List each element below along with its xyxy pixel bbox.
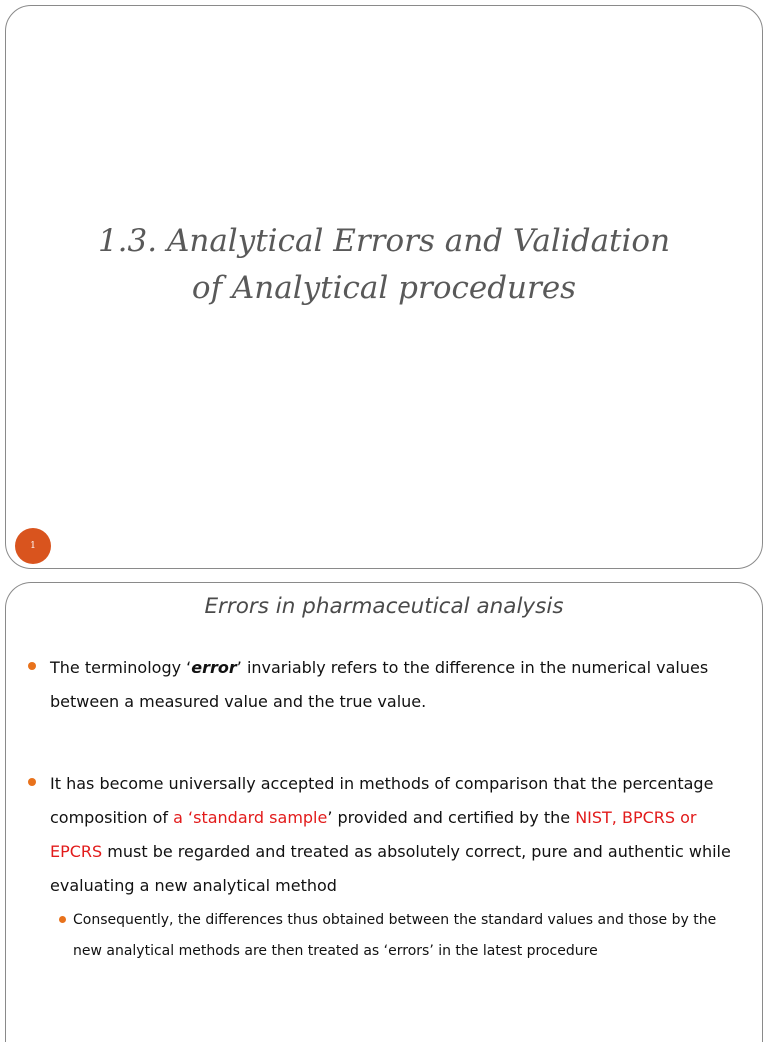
bullet-item-standard-sample: [50, 767, 742, 903]
slide-1: [5, 5, 763, 569]
bullet-2-highlight-standard-sample: a ‘standard sample: [173, 808, 328, 827]
bullet-2-text-2: ’ provided and certified by the: [327, 808, 576, 827]
bullet-dot-icon: [28, 662, 36, 670]
bullet-2-highlight-standards-bodies: NIST, BPCRS or EPCRS: [50, 808, 697, 861]
slide-2: [5, 582, 763, 1042]
sub-bullet-text: Consequently, the differences thus obtained between the standard values and those by the new analytical methods are then treated as ‘errors’ in the latest procedure: [73, 912, 717, 959]
bullet-1-text-post: ’ invariably refers to the difference in the numerical values between a measured value and the true value.: [50, 658, 709, 711]
bullet-2-text-3: must be regarded and treated as absolutely correct, pure and authentic while evaluating a new analytical method: [50, 842, 731, 895]
bullet-1-text-pre: The terminology ‘: [50, 658, 192, 677]
slide-2-title: Errors in pharmaceutical analysis: [204, 594, 564, 619]
bullet-dot-icon: [28, 778, 36, 786]
slide-number-badge: 1: [15, 528, 51, 564]
sub-bullet-dot-icon: [59, 916, 66, 923]
bullet-item-error-definition: [50, 651, 742, 719]
sub-bullet-item: [73, 905, 742, 967]
bullet-2-text-1: It has become universally accepted in methods of comparison that the percentage composition of: [50, 774, 714, 827]
slide-1-title-line-1: 1.3. Analytical Errors and Validation: [97, 223, 671, 259]
slide-1-title: [6, 218, 762, 312]
bullet-1-term: error: [191, 658, 237, 677]
slide-1-title-line-2: of Analytical procedures: [191, 270, 577, 306]
